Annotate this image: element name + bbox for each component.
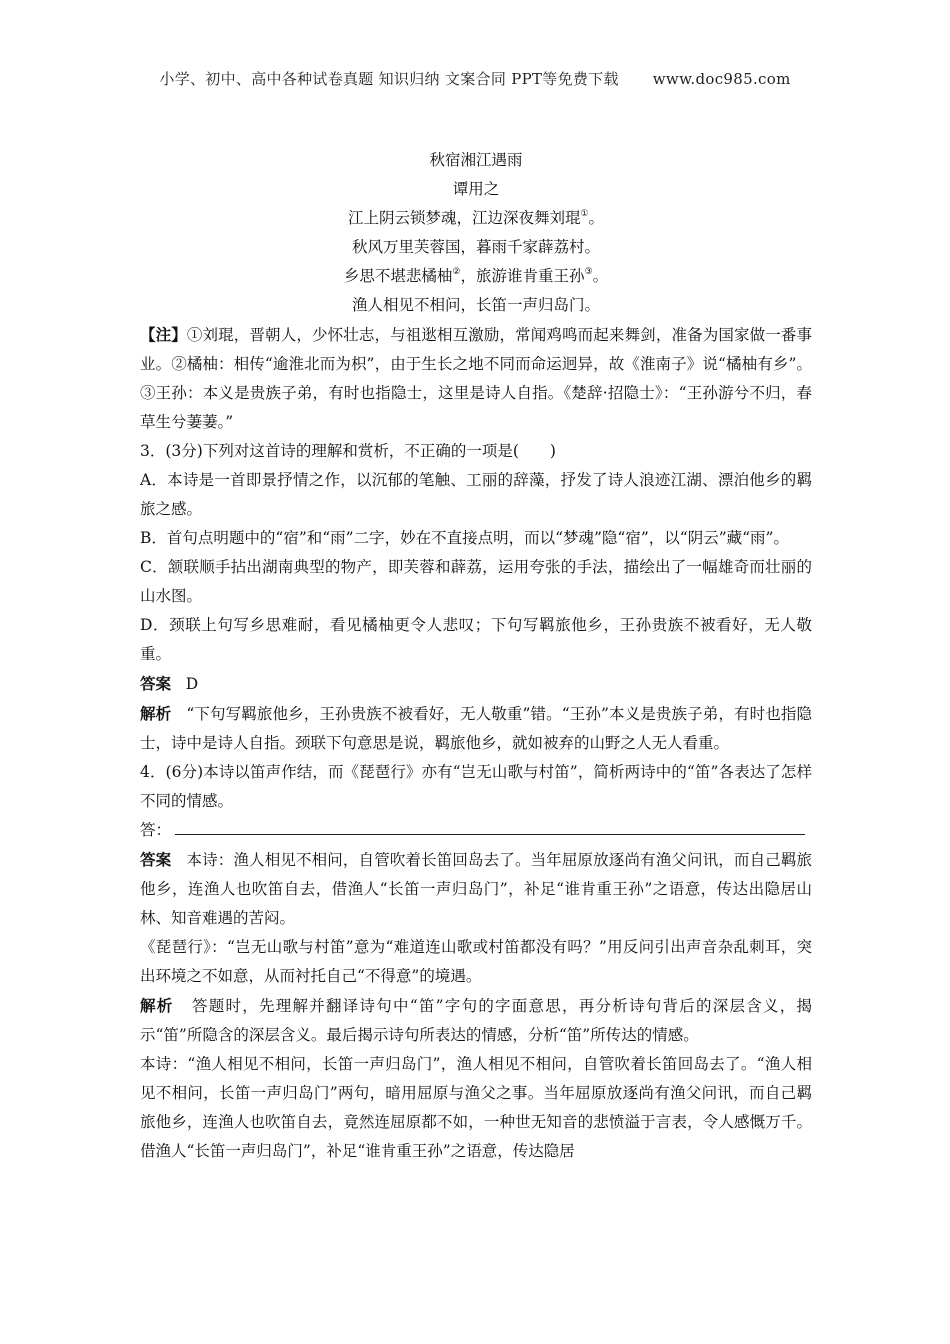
poem-notes [140, 320, 812, 437]
poem-line [140, 291, 812, 320]
answer-value: D [185, 675, 199, 693]
answer-prompt: 答： [140, 821, 172, 839]
page-header [0, 68, 950, 89]
header-text: 小学、初中、高中各种试卷真题 知识归纳 文案合同 PPT等免费下载 [159, 70, 619, 88]
question-4-answer-line [140, 816, 812, 845]
poem-line-text: 乡思不堪悲橘柚 [343, 267, 453, 285]
question-3-stem: 3．(3分)下列对这首诗的理解和赏析，不正确的一项是( ) [140, 442, 556, 460]
poem-author: 谭用之 [452, 180, 500, 198]
poem-line-text: 秋风万里芙蓉国，暮雨千家薜荔村。 [351, 238, 600, 256]
notes-label: 【注】 [140, 325, 187, 344]
poem-line [140, 233, 812, 262]
poem-line-text: 江上阴云锁梦魂，江边深夜舞刘琨 [347, 209, 581, 227]
footnote-marker: ③ [584, 267, 593, 277]
poem-line [140, 204, 812, 233]
poem-line-text: ，旅游谁肯重王孙 [460, 267, 585, 285]
question-3-analysis [140, 699, 812, 758]
answer-text: 本诗：渔人相见不相问，自管吹着长笛回岛去了。当年屈原放逐尚有渔父问讯，而自己羁旅他乡，连渔人也吹笛自去，借渔人“长笛一声归岛门”，补足“谁肯重王孙”之语意，传达出隐居山林、知音难遇的苦闷。 [140, 851, 812, 927]
question-4-answer [140, 845, 812, 933]
poem-line-text: 渔人相见不相问，长笛一声归岛门。 [351, 296, 600, 314]
poem-line-end: 。 [592, 267, 609, 285]
question-3-answer [140, 669, 812, 699]
question-3-option-d: D．颈联上句写乡思难耐，看见橘柚更令人悲叹；下句写羁旅他乡，王孙贵族不被看好，无人敬重。 [140, 616, 812, 663]
answer-blank[interactable] [175, 833, 805, 835]
question-3-option-b: B．首句点明题中的“宿”和“雨”二字，妙在不直接点明，而以“梦魂”隐“宿”，以“阴云”藏“雨”。 [140, 529, 789, 547]
question-3-option-a: A．本诗是一首即景抒情之作，以沉郁的笔触、工丽的辞藻，抒发了诗人浪迹江湖、漂泊他乡的羁旅之感。 [140, 471, 812, 518]
poem-line [140, 262, 812, 291]
question-4-analysis-p2: 本诗：“渔人相见不相问，长笛一声归岛门”，渔人相见不相问，自管吹着长笛回岛去了。“渔人相见不相问，长笛一声归岛门”两句，暗用屈原与渔父之事。当年屈原放逐尚有渔父问讯，而自己羁旅他乡，连渔人也吹笛自去，竟然连屈原都不如，一种世无知音的悲愤溢于言表，令人感慨万千。借渔人“长笛一声归岛门”，补足“谁肯重王孙”之语意，传达隐居 [140, 1055, 812, 1160]
question-4-analysis [140, 991, 812, 1050]
header-url[interactable]: www.doc985.com [652, 70, 791, 88]
poem-title: 秋宿湘江遇雨 [429, 151, 523, 169]
footnote-marker: ① [580, 209, 589, 219]
document-body [140, 146, 812, 1166]
poem-line-end: 。 [588, 209, 605, 227]
analysis-text: 答题时，先理解并翻译诗句中“笛”字句的字面意思，再分析诗句背后的深层含义，揭示“笛”所隐含的深层含义。最后揭示诗句所表达的情感，分析“笛”所传达的情感。 [140, 997, 812, 1044]
analysis-text: “下句写羁旅他乡，王孙贵族不被看好，无人敬重”错。“王孙”本义是贵族子弟，有时也指隐士，诗中是诗人自指。颈联下句意思是说，羁旅他乡，就如被弃的山野之人无人看重。 [140, 705, 812, 752]
question-3-option-c: C．颔联顺手拈出湖南典型的物产，即芙蓉和薜荔，运用夸张的手法，描绘出了一幅雄奇而壮丽的山水图。 [140, 558, 812, 605]
answer-label: 答案 [140, 674, 172, 693]
analysis-label: 解析 [140, 996, 174, 1015]
notes-text: ①刘琨，晋朝人，少怀壮志，与祖逖相互激励，常闻鸡鸣而起来舞剑，准备为国家做一番事业。②橘柚：相传“逾淮北而为枳”，由于生长之地不同而命运迥异，故《淮南子》说“橘柚有乡”。③王孙：本义是贵族子弟，有时也指隐士，这里是诗人自指。《楚辞·招隐士》：“王孙游兮不归，春草生兮萋萋。” [140, 326, 812, 431]
question-4-stem: 4．(6分)本诗以笛声作结，而《琵琶行》亦有“岂无山歌与村笛”，简析两诗中的“笛”各表达了怎样不同的情感。 [140, 763, 812, 810]
footnote-marker: ② [452, 267, 461, 277]
answer-label: 答案 [140, 850, 172, 869]
question-4-answer-p2: 《琵琶行》：“岂无山歌与村笛”意为“难道连山歌或村笛都没有吗？”用反问引出声音杂乱刺耳，突出环境之不如意，从而衬托自己“不得意”的境遇。 [140, 938, 812, 985]
analysis-label: 解析 [140, 704, 172, 723]
